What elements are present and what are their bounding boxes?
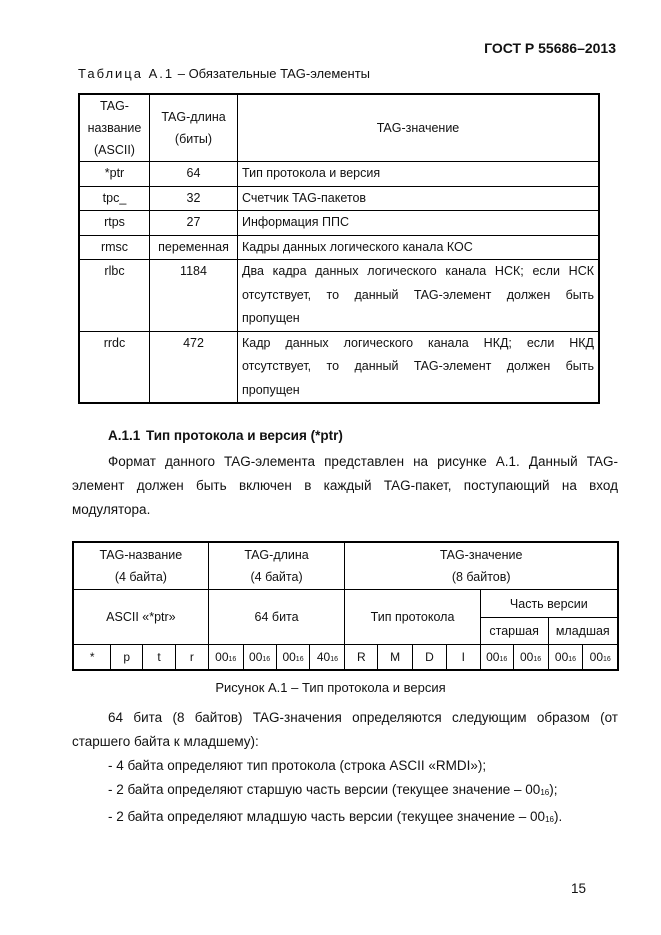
byte-radix: 16 (262, 656, 271, 663)
figure-cell-version-part: Часть версии (480, 590, 618, 618)
cell-tag-name: rlbc (79, 260, 150, 332)
byte-radix: 16 (603, 656, 611, 663)
figure-cell-protocol-type: Тип протокола (345, 590, 480, 645)
byte-radix: 16 (499, 656, 508, 663)
mandatory-tag-elements-table (78, 93, 600, 404)
table-row (79, 211, 599, 236)
byte-radix: 16 (330, 656, 338, 663)
header-line: TAG-длина (161, 110, 226, 124)
figure-ptr-format-table (72, 541, 619, 671)
figure-cell-version-major: старшая (480, 618, 548, 645)
cell-tag-name: rmsc (79, 235, 150, 260)
byte-cell (310, 645, 345, 671)
byte-cell (548, 645, 583, 671)
list-item-text: - 2 байта определяют старшую часть версии (текущее значение – 00 (108, 782, 541, 797)
section-heading (108, 428, 343, 443)
table-caption (78, 66, 370, 81)
byte-cell (243, 645, 276, 671)
figure-header-tag-value (345, 542, 618, 590)
column-header-tag-length (150, 94, 238, 162)
byte-value: 00 (589, 650, 603, 664)
figure-header-tag-length (208, 542, 345, 590)
cell-tag-length: переменная (150, 235, 238, 260)
byte-radix: 16 (568, 656, 577, 663)
cell-tag-name: rrdc (79, 331, 150, 403)
cell-tag-value: Тип протокола и версия (238, 162, 600, 187)
table-caption-number: Таблица А.1 (78, 66, 175, 81)
byte-value: 40 (316, 650, 331, 664)
table-row (79, 162, 599, 187)
header-line: TAG-длина (244, 548, 309, 562)
radix-subscript: 16 (540, 788, 550, 797)
table-row (79, 186, 599, 211)
cell-tag-value: Кадр данных логического канала НКД; если НКД отсутствует, то данный TAG-элемент должен быть пропущен (238, 331, 600, 403)
byte-cell (73, 645, 111, 671)
cell-tag-length: 64 (150, 162, 238, 187)
byte-cell (111, 645, 143, 671)
header-line: (4 байта) (114, 570, 167, 584)
byte-cell (583, 645, 618, 671)
byte-cell (378, 645, 413, 671)
header-line: название (87, 121, 142, 135)
figure-caption: Рисунок А.1 – Тип протокола и версия (215, 680, 446, 695)
byte-radix: 16 (533, 656, 542, 663)
header-line: (8 байтов) (451, 570, 511, 584)
byte-cell (513, 645, 548, 671)
header-line: TAG- (100, 99, 129, 113)
section-number: А.1.1 (108, 428, 141, 443)
byte-cell (276, 645, 310, 671)
list-item-text: - 4 байта определяют тип протокола (строка ASCII «RMDI»); (108, 758, 487, 773)
byte-cell (413, 645, 447, 671)
byte-value: M (390, 650, 401, 664)
byte-value: 00 (554, 650, 569, 664)
cell-tag-value: Два кадра данных логического канала НСК; если НСК отсутствует, то данный TAG-элемент должен быть пропущен (238, 260, 600, 332)
figure-sub-row (73, 590, 618, 618)
figure-header-tag-name (73, 542, 208, 590)
header-line: TAG-значение (439, 548, 523, 562)
byte-value: 00 (520, 650, 534, 664)
table-row (79, 331, 599, 403)
cell-tag-value: Счетчик TAG-пакетов (238, 186, 600, 211)
byte-cell (175, 645, 208, 671)
table-header-row (79, 94, 599, 162)
body-text (72, 706, 618, 832)
cell-tag-value: Информация ППС (238, 211, 600, 236)
byte-radix: 16 (295, 656, 304, 663)
byte-cell (143, 645, 176, 671)
list-item (72, 778, 618, 805)
byte-value: 00 (282, 650, 296, 664)
column-header-tag-value: TAG-значение (238, 94, 600, 162)
figure-bytes-row (73, 645, 618, 671)
figure-cell-64-bits: 64 бита (208, 590, 345, 645)
byte-radix: 16 (228, 656, 237, 663)
byte-value: t (157, 650, 161, 664)
byte-value: * (89, 650, 95, 664)
list-item (72, 754, 618, 778)
figure-header-row (73, 542, 618, 590)
cell-tag-length: 32 (150, 186, 238, 211)
header-line: (ASCII) (94, 143, 135, 157)
list-item (72, 805, 618, 832)
table-caption-title: – Обязательные TAG-элементы (174, 66, 371, 81)
cell-tag-name: rtps (79, 211, 150, 236)
figure-cell-ascii-ptr: ASCII «*ptr» (73, 590, 208, 645)
byte-value: 00 (215, 650, 229, 664)
cell-tag-length: 472 (150, 331, 238, 403)
byte-value: R (356, 650, 366, 664)
byte-value: D (425, 650, 434, 664)
table-row (79, 260, 599, 332)
cell-tag-length: 1184 (150, 260, 238, 332)
byte-value: 00 (486, 650, 500, 664)
byte-cell (446, 645, 480, 671)
header-line: (4 байта) (250, 570, 303, 584)
section-paragraph: Формат данного TAG-элемента представлен на рисунке А.1. Данный TAG-элемент должен быть включен в каждый TAG-пакет, поступающий на вход модулятора. (72, 454, 618, 517)
body-intro: 64 бита (8 байтов) TAG-значения определяются следующим образом (от старшего байта к младшему): (72, 710, 618, 749)
section-title: Тип протокола и версия (*ptr) (146, 428, 343, 443)
byte-cell (480, 645, 513, 671)
byte-cell (345, 645, 378, 671)
list-item-tail: ). (553, 809, 563, 824)
radix-subscript: 16 (545, 815, 554, 824)
page-number: 15 (571, 881, 587, 896)
table-row (79, 235, 599, 260)
cell-tag-name: tpc_ (79, 186, 150, 211)
byte-cell (208, 645, 243, 671)
byte-value: I (461, 650, 465, 664)
header-line: TAG-название (99, 548, 183, 562)
header-line: (биты) (174, 132, 213, 146)
byte-value: r (189, 650, 194, 664)
list-item-text: - 2 байта определяют младшую часть версии (текущее значение – 00 (108, 809, 546, 824)
cell-tag-length: 27 (150, 211, 238, 236)
document-standard-header: ГОСТ Р 55686–2013 (484, 40, 616, 56)
cell-tag-value: Кадры данных логического канала КОС (238, 235, 600, 260)
column-header-tag-name (79, 94, 150, 162)
cell-tag-name: *ptr (79, 162, 150, 187)
byte-value: 00 (249, 650, 263, 664)
figure-cell-version-minor: младшая (548, 618, 618, 645)
byte-value: p (123, 650, 131, 664)
list-item-tail: ); (549, 782, 558, 797)
